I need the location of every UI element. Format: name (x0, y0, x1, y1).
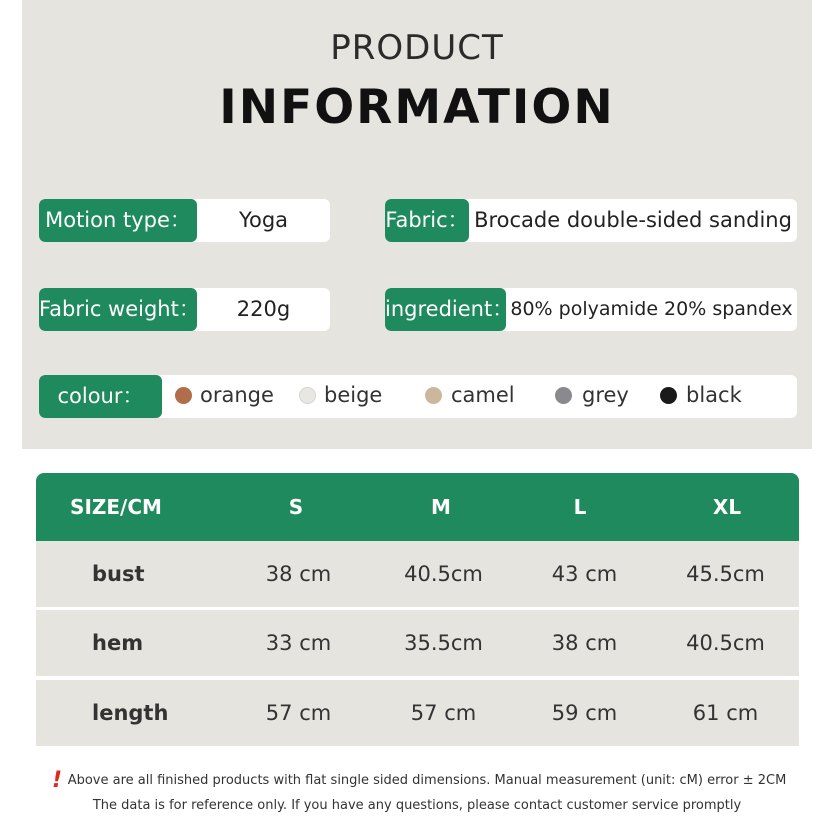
header-size-s: S (288, 495, 304, 519)
size-table-header (36, 473, 799, 541)
fabric-weight-box (39, 288, 330, 331)
table-cell: 38 cm (265, 562, 332, 586)
colour-option-grey: grey (582, 383, 629, 407)
swatch-black (660, 387, 677, 404)
fabric-weight-label: Fabric weight： (39, 288, 197, 331)
table-cell: 38 cm (551, 631, 618, 655)
motion-type-label: Motion type： (39, 199, 197, 242)
note-measurement: Above are all finished products with flat single sided dimensions. Manual measurement (unit: cM) error ± 2CM (67, 773, 787, 788)
table-cell: 40.5cm (686, 631, 765, 655)
fabric-label: Fabric： (385, 199, 469, 242)
ingredient-value: 80% polyamide 20% spandex (510, 298, 793, 320)
table-row (36, 610, 799, 676)
colour-option-orange: orange (200, 383, 274, 407)
swatch-orange (175, 387, 192, 404)
table-row (36, 541, 799, 607)
motion-type-box (39, 199, 330, 242)
colour-option-black: black (686, 383, 742, 407)
title-information: INFORMATION (219, 80, 615, 135)
row-label-hem: hem (92, 631, 144, 655)
swatch-camel (425, 387, 442, 404)
colour-option-camel: camel (451, 383, 515, 407)
table-row (36, 680, 799, 746)
table-cell: 61 cm (692, 701, 759, 725)
table-cell: 57 cm (410, 701, 477, 725)
warning-icon: ! (51, 768, 63, 793)
ingredient-box (385, 288, 797, 331)
header-size-l: L (573, 495, 587, 519)
fabric-value: Brocade double-sided sanding (474, 208, 792, 232)
table-cell: 40.5cm (404, 562, 483, 586)
row-label-bust: bust (92, 562, 145, 586)
colour-label: colour： (39, 375, 162, 418)
motion-type-value: Yoga (238, 208, 289, 232)
table-cell: 45.5cm (686, 562, 765, 586)
swatch-grey (555, 387, 572, 404)
table-cell: 57 cm (265, 701, 332, 725)
row-label-length: length (92, 701, 169, 725)
colour-option-beige: beige (324, 383, 383, 407)
table-cell: 35.5cm (404, 631, 483, 655)
table-cell: 33 cm (265, 631, 332, 655)
header-size-xl: XL (712, 495, 742, 519)
note-reference: The data is for reference only. If you have any questions, please contact customer service promptly (92, 798, 742, 813)
title-product: PRODUCT (330, 28, 504, 68)
ingredient-label: ingredient： (385, 288, 506, 331)
header-size-cm: SIZE/CM (70, 495, 162, 519)
colour-box (39, 375, 797, 418)
table-cell: 43 cm (551, 562, 618, 586)
table-cell: 59 cm (551, 701, 618, 725)
swatch-beige (299, 387, 316, 404)
fabric-box (385, 199, 797, 242)
fabric-weight-value: 220g (236, 297, 291, 321)
header-size-m: M (431, 495, 451, 519)
